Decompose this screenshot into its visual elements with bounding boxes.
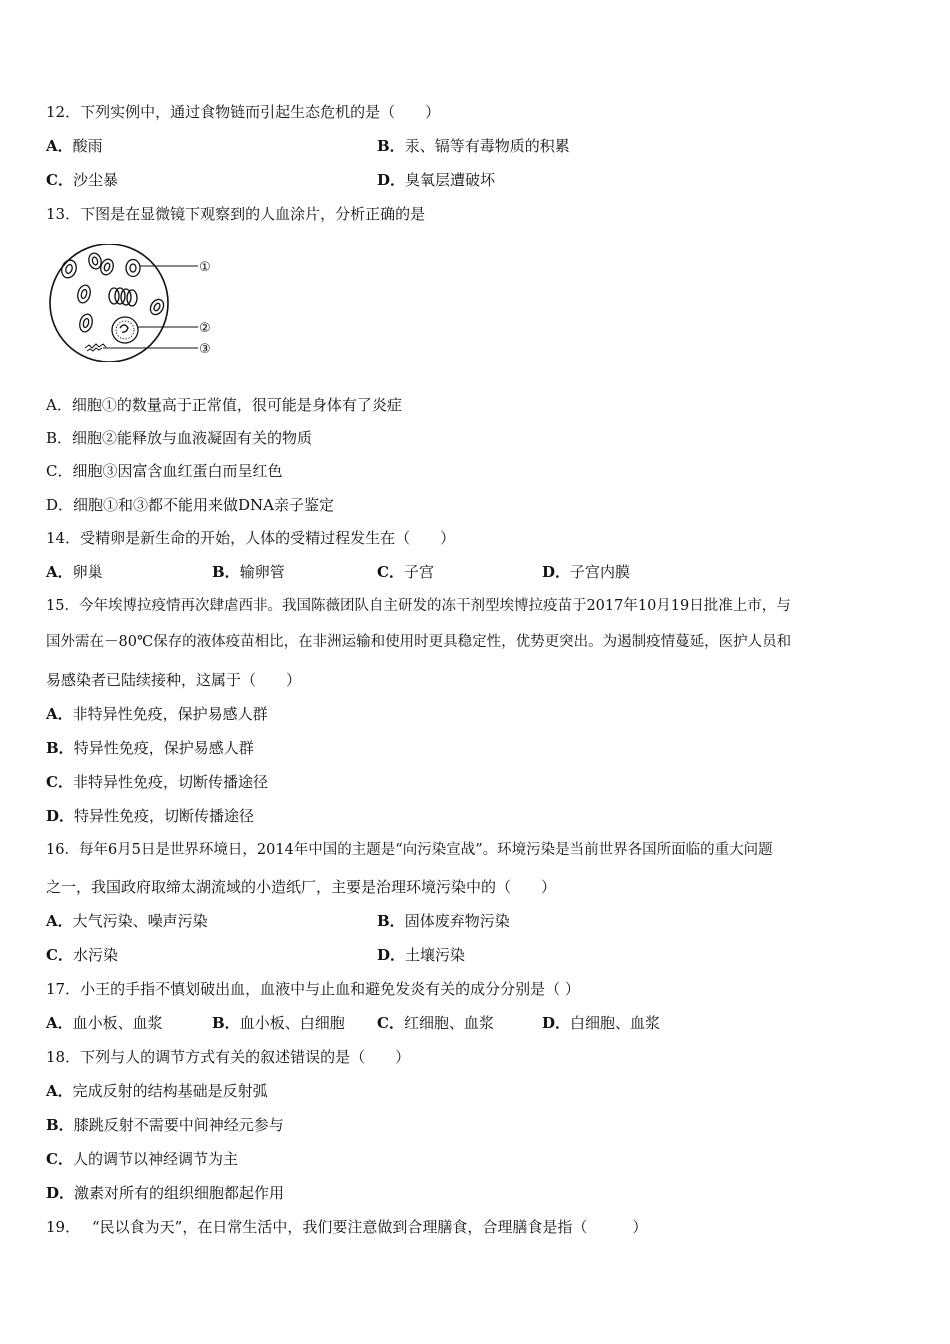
- figure-label-2: ②: [199, 321, 211, 336]
- q17-stem: 17．小王的手指不慎划破出血，血液中与止血和避免发炎有关的成分分别是（ ）: [46, 980, 580, 998]
- q14-option-b: B．输卵管: [212, 563, 285, 581]
- q19-stem: “民以食为天”，在日常生活中，我们要注意做到合理膳食，合理膳食是指（ ）: [92, 1218, 648, 1236]
- q17-option-c: C．红细胞、血浆: [377, 1014, 494, 1032]
- q13-option-c: C．细胞③因富含血红蛋白而呈红色: [46, 462, 283, 480]
- q19-number: 19．: [46, 1218, 81, 1236]
- q14-option-a: A．卵巢: [46, 563, 103, 581]
- q17-option-d: D．白细胞、血浆: [542, 1014, 661, 1032]
- q15-option-b: B．特异性免疫，保护易感人群: [46, 739, 254, 757]
- q15-option-d: D．特异性免疫，切断传播途径: [46, 807, 255, 825]
- q13-stem: 13．下图是在显微镜下观察到的人血涂片，分析正确的是: [46, 205, 426, 223]
- q18-option-c: C．人的调节以神经调节为主: [46, 1150, 238, 1168]
- q15-stem-line2: 国外需在－80℃保存的液体疫苗相比，在非洲运输和使用时更具稳定性，优势更突出。为遏制疫情蔓延，医护人员和: [46, 634, 792, 650]
- q14-stem: 14．受精卵是新生命的开始，人体的受精过程发生在（ ）: [46, 529, 456, 547]
- q16-stem-line2: 之一，我国政府取缔太湖流域的小造纸厂，主要是治理环境污染中的（ ）: [46, 878, 557, 896]
- q13-option-d: D．细胞①和③都不能用来做DNA亲子鉴定: [46, 496, 335, 514]
- q12-option-b: B．汞、镉等有毒物质的积累: [377, 137, 570, 155]
- figure-label-3: ③: [199, 342, 211, 357]
- q18-stem: 18．下列与人的调节方式有关的叙述错误的是（ ）: [46, 1048, 411, 1066]
- q16-option-c: C．水污染: [46, 946, 118, 964]
- q12-option-d: D．臭氧层遭破坏: [377, 171, 496, 189]
- q16-option-b: B．固体废弃物污染: [377, 912, 510, 930]
- q13-option-a: A．细胞①的数量高于正常值，很可能是身体有了炎症: [46, 396, 402, 414]
- q14-option-d: D．子宫内膜: [542, 563, 631, 581]
- q15-stem-line3: 易感染者已陆续接种，这属于（ ）: [46, 671, 302, 689]
- red-blood-cells: [59, 252, 166, 334]
- q12-option-a: A．酸雨: [46, 137, 103, 155]
- platelets: [85, 344, 106, 351]
- q13-option-b: B．细胞②能释放与血液凝固有关的物质: [46, 429, 313, 447]
- q16-option-a: A．大气污染、噪声污染: [46, 912, 208, 930]
- white-blood-cell: [112, 317, 138, 343]
- q12-stem: 12．下列实例中，通过食物链而引起生态危机的是（ ）: [46, 103, 441, 121]
- q18-option-a: A．完成反射的结构基础是反射弧: [46, 1082, 268, 1100]
- q15-stem-line1: 15．今年埃博拉疫情再次肆虐西非。我国陈薇团队自主研发的冻干剂型埃博拉疫苗于2017年10月19日批准上市，与: [46, 598, 791, 614]
- q14-option-c: C．子宫: [377, 563, 434, 581]
- q15-option-c: C．非特异性免疫，切断传播途径: [46, 773, 268, 791]
- q16-stem-line1: 16．每年6月5日是世界环境日，2014年中国的主题是“向污染宣战”。环境污染是当前世界各国所面临的重大问题: [46, 842, 773, 858]
- q15-option-a: A．非特异性免疫，保护易感人群: [46, 705, 268, 723]
- q17-option-a: A．血小板、血浆: [46, 1014, 163, 1032]
- q17-option-b: B．血小板、白细胞: [212, 1014, 345, 1032]
- blood-smear-figure: [48, 244, 223, 362]
- microscope-field-circle: [50, 244, 168, 362]
- q18-option-d: D．激素对所有的组织细胞都起作用: [46, 1184, 285, 1202]
- figure-label-1: ①: [199, 260, 211, 275]
- q16-option-d: D．土壤污染: [377, 946, 466, 964]
- q18-option-b: B．膝跳反射不需要中间神经元参与: [46, 1116, 284, 1134]
- q12-option-c: C．沙尘暴: [46, 171, 118, 189]
